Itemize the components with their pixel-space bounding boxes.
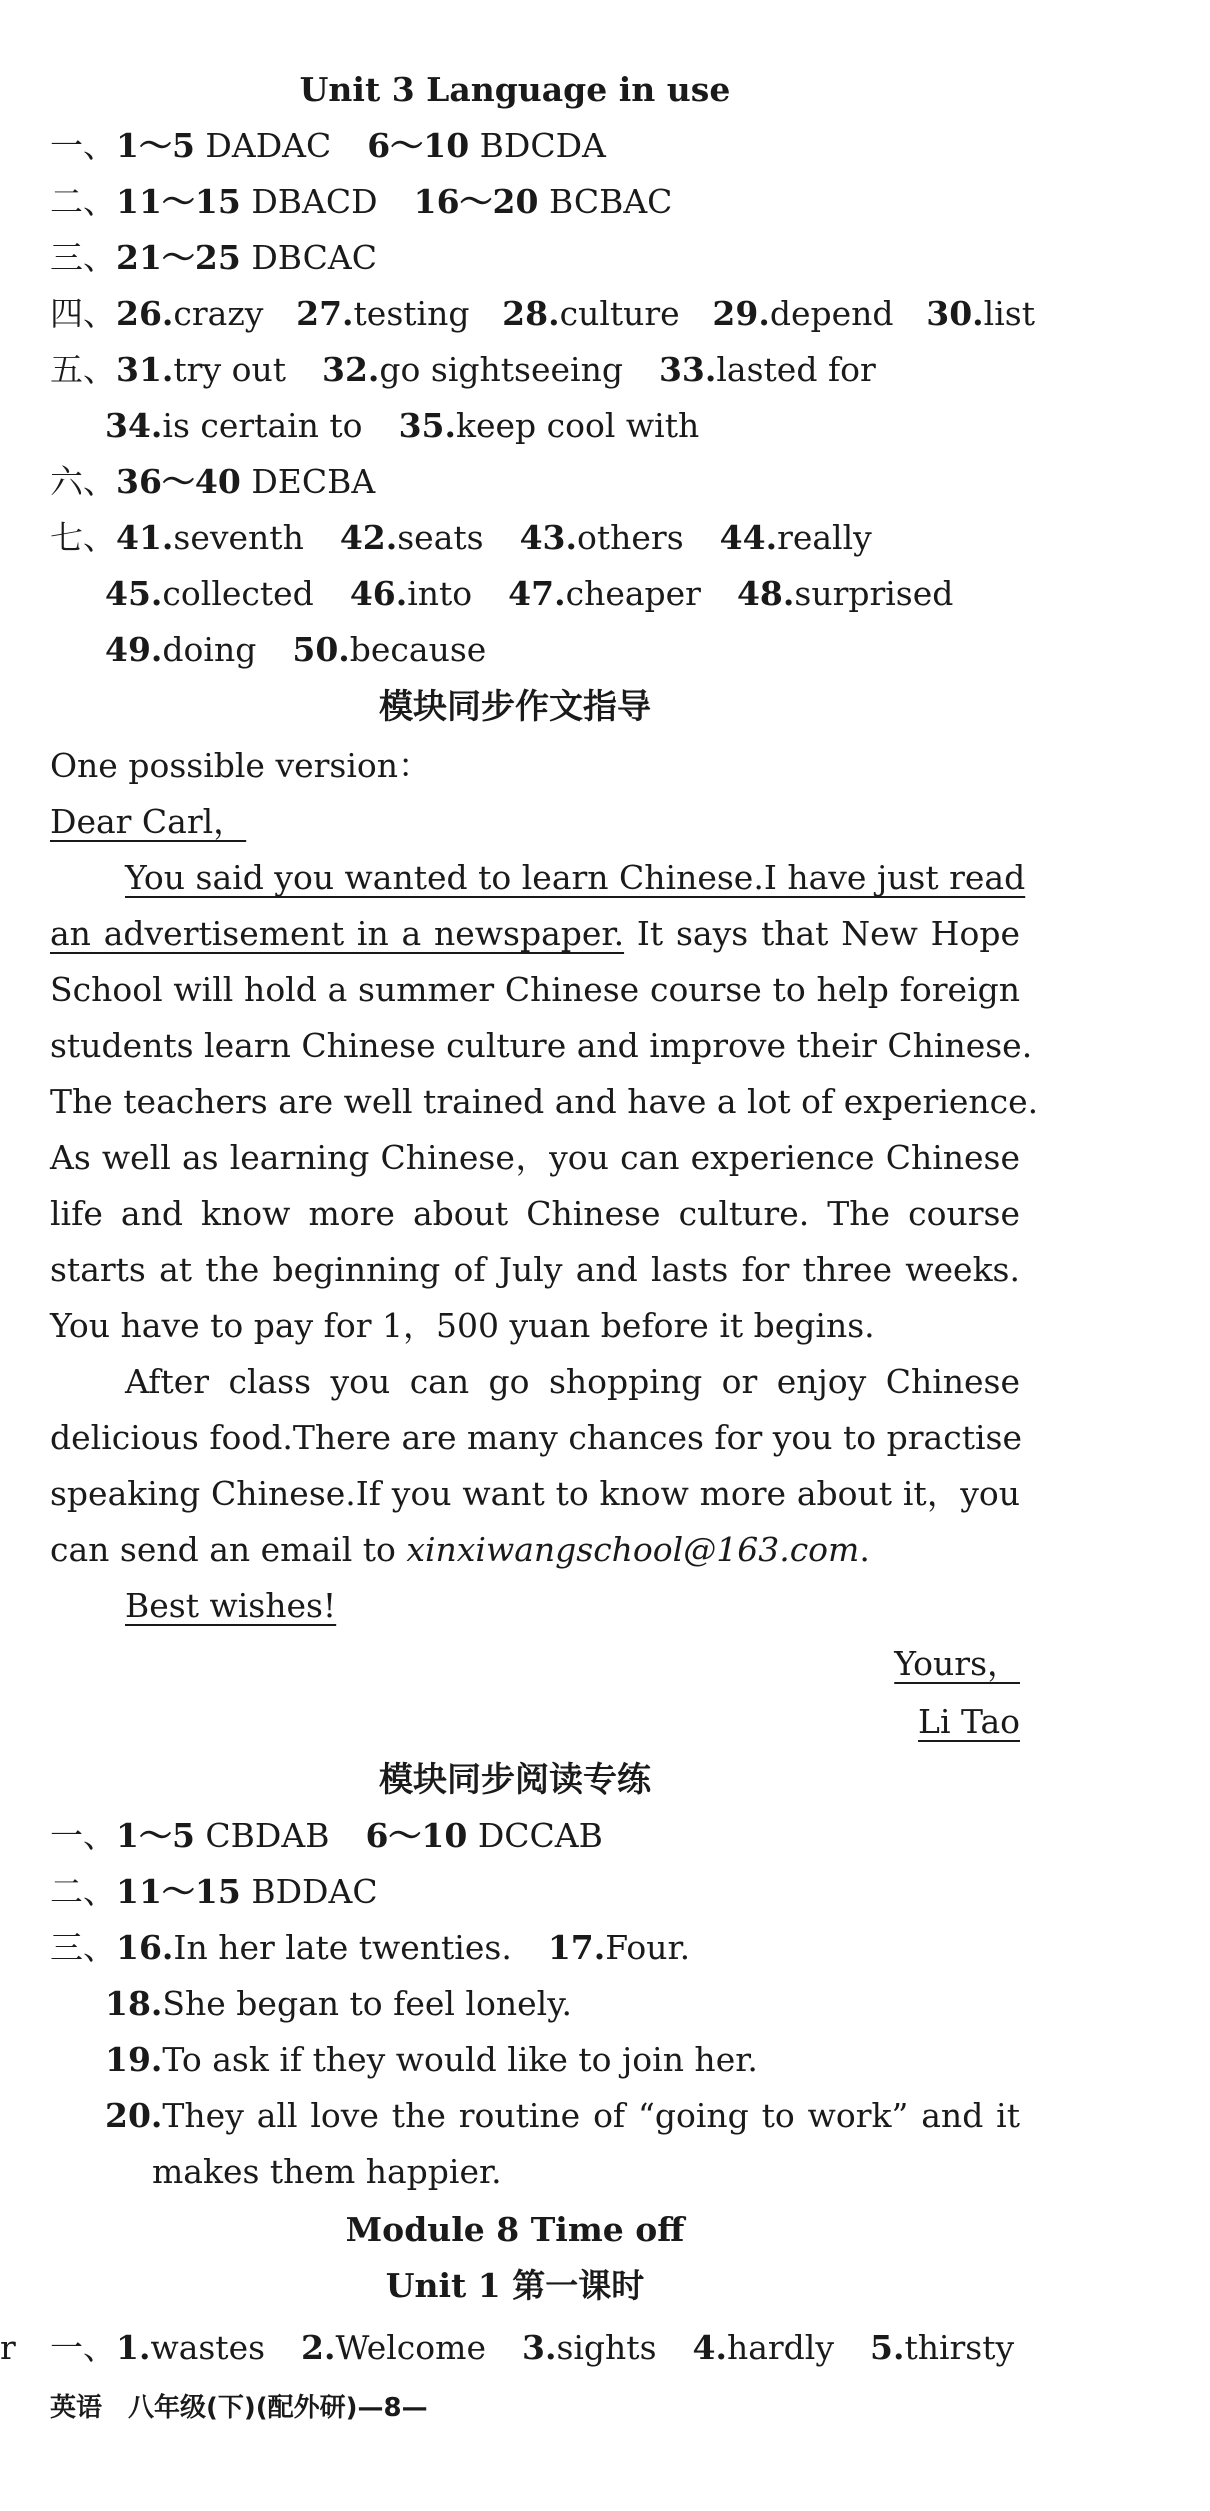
answer-line-s7a: 七、41.seventh 42.seats 43.others 44.really	[50, 518, 872, 557]
answer-line-s3: 三、21～25 DBCAC	[50, 238, 378, 277]
letter-p2-line4: can send an email to xinxiwangschool@163.com.	[50, 1530, 870, 1569]
writing-title: 模块同步作文指导	[379, 687, 651, 727]
answer-line-s5a: 五、31.try out 32.go sightseeing 33.lasted for	[50, 350, 876, 389]
answer-line-s7b: 45.collected 46.into 47.cheaper 48.surprised	[105, 574, 954, 613]
answer-line-s7c: 49.doing 50.because	[105, 630, 487, 669]
module8-line-s1: 一、1.wastes 2.Welcome 3.sights 4.hardly 5.thirsty	[50, 2328, 1015, 2367]
letter-signature: Li Tao	[918, 1702, 1020, 1741]
reading-q20: 20. They all love the routine of “going to work” and it	[105, 2096, 1020, 2135]
answer-line-s2: 二、11～15 DBACD 16～20 BCBAC	[50, 182, 673, 221]
letter-p1-line4: students learn Chinese culture and improve their Chinese.	[50, 1026, 1033, 1065]
letter-p1-line7: life and know more about Chinese culture. The course	[50, 1194, 1020, 1233]
reading-q18: 18.She began to feel lonely.	[105, 1984, 572, 2023]
answer-line-s6: 六、36～40 DECBA	[50, 462, 376, 501]
letter-p1-line2: an advertisement in a newspaper. It says that New Hope	[50, 914, 1020, 953]
module8-unit1-title: Unit 1 第一课时	[385, 2266, 645, 2305]
email-address: xinxiwangschool@163.com	[406, 1530, 860, 1569]
letter-p2-line1: After class you can go shopping or enjoy Chinese	[125, 1362, 1020, 1401]
letter-yours: Yours，	[894, 1644, 1020, 1683]
reading-title: 模块同步阅读专练	[379, 1760, 651, 1800]
unit3-title: Unit 3 Language in use	[299, 70, 731, 109]
reading-q19: 19.To ask if they would like to join her.	[105, 2040, 758, 2079]
letter-p1-line9: You have to pay for 1，500 yuan before it begins.	[50, 1306, 875, 1345]
letter-p2-line3: speaking Chinese.If you want to know more about it，you	[50, 1474, 1020, 1513]
letter-p1-line1: You said you wanted to learn Chinese.I have just read	[125, 858, 1026, 897]
answer-line-s5b: 34.is certain to 35.keep cool with	[105, 406, 700, 445]
reading-line-s1: 一、1～5 CBDAB 6～10 DCCAB	[50, 1816, 603, 1855]
letter-p2-line2: delicious food.There are many chances for you to practise	[50, 1418, 1022, 1457]
answer-line-s4: 四、26.crazy 27.testing 28.culture 29.depend 30.list	[50, 294, 1035, 333]
letter-p1-line3: School will hold a summer Chinese course to help foreign	[50, 970, 1020, 1009]
reading-line-s3: 三、16.In her late twenties. 17.Four.	[50, 1928, 691, 1967]
reading-q20-cont: makes them happier.	[152, 2152, 502, 2191]
reading-line-s2: 二、11～15 BDDAC	[50, 1872, 378, 1911]
page-footer: 英语 八年级(下)(配外研)—8—	[50, 2393, 428, 2423]
letter-greeting: Dear Carl，	[50, 802, 247, 841]
module8-title: Module 8 Time off	[345, 2210, 685, 2249]
letter-p1-line6: As well as learning Chinese，you can experience Chinese	[50, 1138, 1020, 1177]
answer-line-s1: 一、1～5 DADAC 6～10 BDCDA	[50, 126, 606, 165]
edge-fragment: r	[0, 2328, 16, 2367]
letter-p1-line5: The teachers are well trained and have a lot of experience.	[50, 1082, 1039, 1121]
writing-intro: One possible version：	[50, 746, 431, 785]
letter-closing: Best wishes!	[125, 1586, 337, 1625]
letter-p1-line8: starts at the beginning of July and lasts for three weeks.	[50, 1250, 1020, 1289]
